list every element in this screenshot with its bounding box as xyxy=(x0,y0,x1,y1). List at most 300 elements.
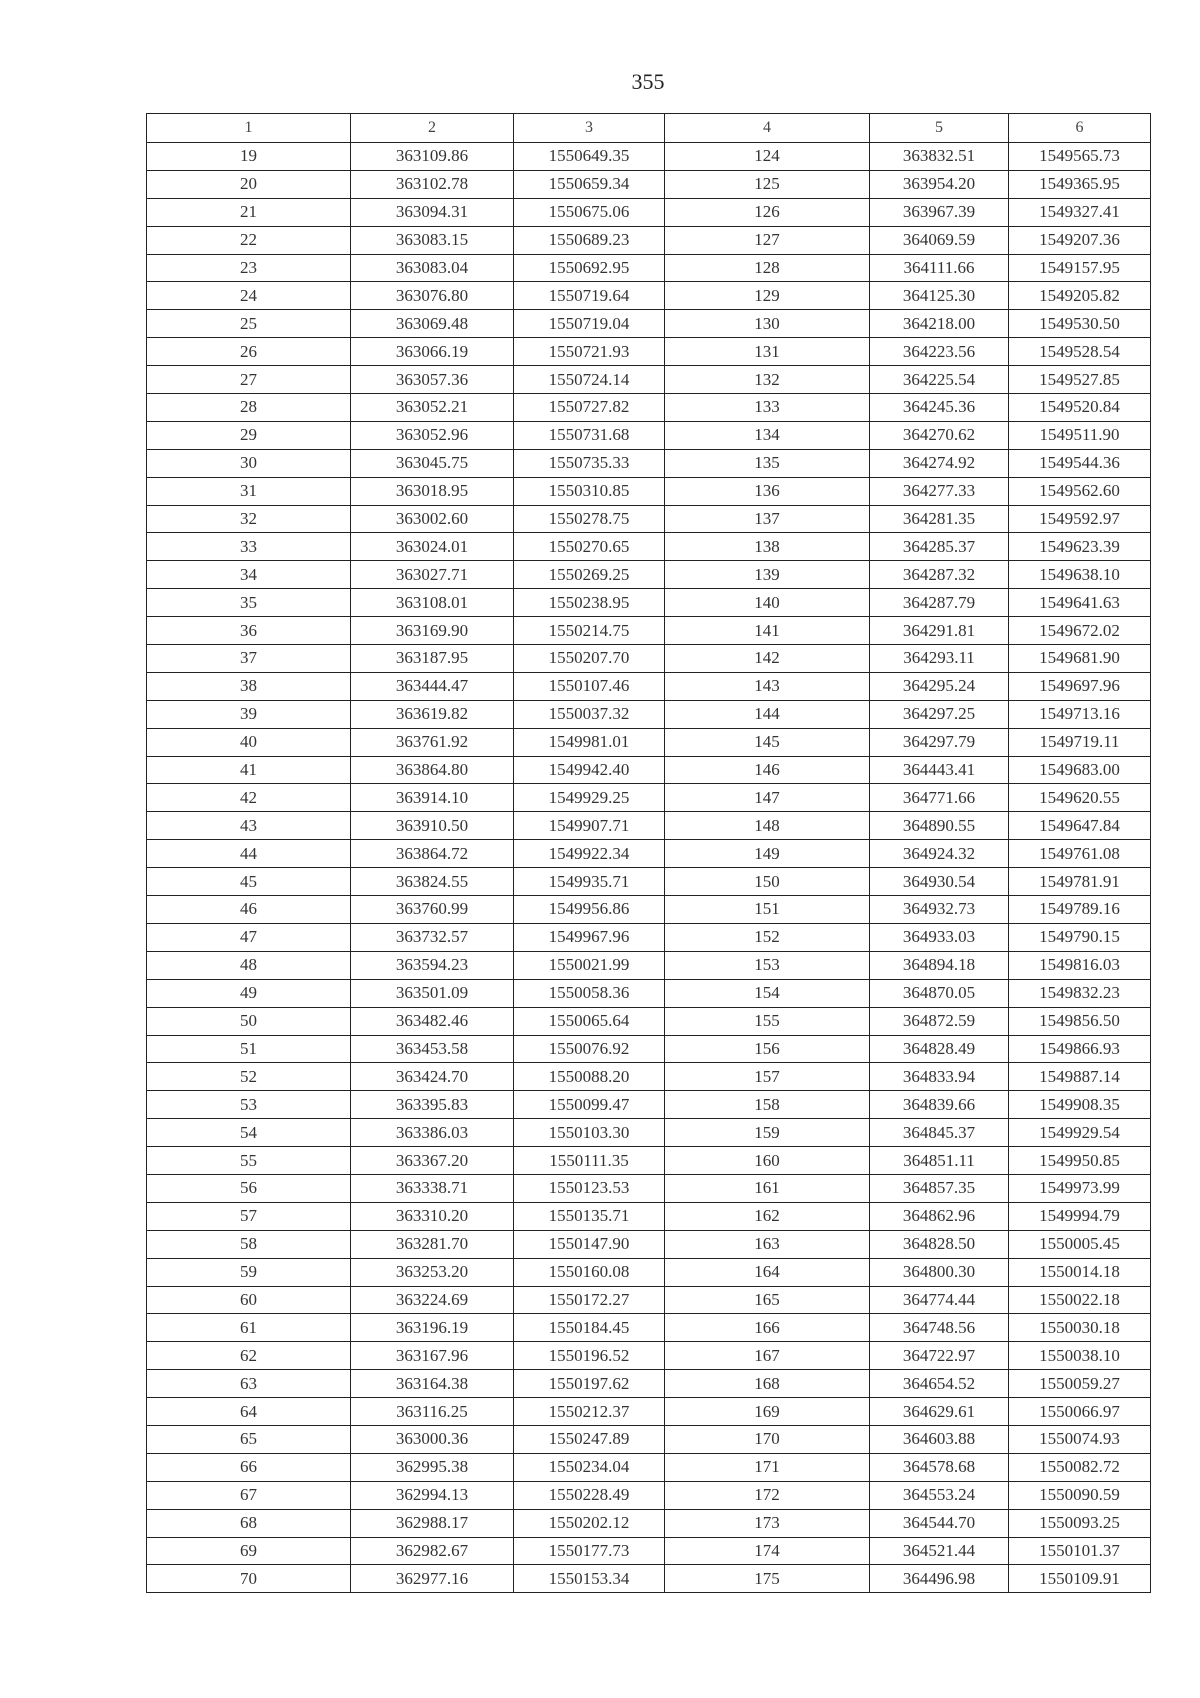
y-coordinate-cell: 1550160.08 xyxy=(514,1258,665,1286)
point-number-cell: 136 xyxy=(665,477,870,505)
point-number-cell: 32 xyxy=(147,505,351,533)
x-coordinate-cell: 363169.90 xyxy=(351,617,514,645)
point-number-cell: 167 xyxy=(665,1342,870,1370)
table-header xyxy=(147,114,1151,143)
x-coordinate-cell: 364293.11 xyxy=(870,645,1009,673)
point-number-cell: 24 xyxy=(147,282,351,310)
x-coordinate-cell: 363310.20 xyxy=(351,1202,514,1230)
column-header-4: 4 xyxy=(665,114,870,143)
x-coordinate-cell: 364270.62 xyxy=(870,421,1009,449)
table-row xyxy=(147,226,1151,254)
point-number-cell: 45 xyxy=(147,868,351,896)
y-coordinate-cell: 1550014.18 xyxy=(1009,1258,1151,1286)
table-row xyxy=(147,282,1151,310)
point-number-cell: 174 xyxy=(665,1537,870,1565)
y-coordinate-cell: 1549638.10 xyxy=(1009,561,1151,589)
table-row xyxy=(147,1091,1151,1119)
point-number-cell: 22 xyxy=(147,226,351,254)
x-coordinate-cell: 362977.16 xyxy=(351,1565,514,1593)
y-coordinate-cell: 1549528.54 xyxy=(1009,338,1151,366)
point-number-cell: 59 xyxy=(147,1258,351,1286)
y-coordinate-cell: 1550021.99 xyxy=(514,951,665,979)
table-row xyxy=(147,1035,1151,1063)
point-number-cell: 47 xyxy=(147,923,351,951)
table-row xyxy=(147,338,1151,366)
point-number-cell: 35 xyxy=(147,589,351,617)
x-coordinate-cell: 363594.23 xyxy=(351,951,514,979)
point-number-cell: 168 xyxy=(665,1370,870,1398)
point-number-cell: 48 xyxy=(147,951,351,979)
table-row xyxy=(147,589,1151,617)
column-header-2: 2 xyxy=(351,114,514,143)
point-number-cell: 50 xyxy=(147,1007,351,1035)
table-row xyxy=(147,784,1151,812)
x-coordinate-cell: 364297.79 xyxy=(870,728,1009,756)
y-coordinate-cell: 1549761.08 xyxy=(1009,840,1151,868)
table-row xyxy=(147,617,1151,645)
x-coordinate-cell: 363732.57 xyxy=(351,923,514,951)
x-coordinate-cell: 363832.51 xyxy=(870,143,1009,171)
x-coordinate-cell: 363108.01 xyxy=(351,589,514,617)
y-coordinate-cell: 1550719.64 xyxy=(514,282,665,310)
x-coordinate-cell: 364287.79 xyxy=(870,589,1009,617)
table-row xyxy=(147,1453,1151,1481)
point-number-cell: 138 xyxy=(665,533,870,561)
x-coordinate-cell: 364297.25 xyxy=(870,700,1009,728)
y-coordinate-cell: 1550109.91 xyxy=(1009,1565,1151,1593)
x-coordinate-cell: 363027.71 xyxy=(351,561,514,589)
x-coordinate-cell: 362994.13 xyxy=(351,1481,514,1509)
y-coordinate-cell: 1550101.37 xyxy=(1009,1537,1151,1565)
x-coordinate-cell: 364603.88 xyxy=(870,1425,1009,1453)
x-coordinate-cell: 364890.55 xyxy=(870,812,1009,840)
x-coordinate-cell: 363002.60 xyxy=(351,505,514,533)
table-row xyxy=(147,505,1151,533)
point-number-cell: 127 xyxy=(665,226,870,254)
x-coordinate-cell: 363281.70 xyxy=(351,1230,514,1258)
y-coordinate-cell: 1550247.89 xyxy=(514,1425,665,1453)
y-coordinate-cell: 1549623.39 xyxy=(1009,533,1151,561)
y-coordinate-cell: 1549681.90 xyxy=(1009,645,1151,673)
point-number-cell: 134 xyxy=(665,421,870,449)
table-row xyxy=(147,394,1151,422)
point-number-cell: 139 xyxy=(665,561,870,589)
y-coordinate-cell: 1549956.86 xyxy=(514,896,665,924)
table-row xyxy=(147,1230,1151,1258)
x-coordinate-cell: 363224.69 xyxy=(351,1286,514,1314)
point-number-cell: 129 xyxy=(665,282,870,310)
x-coordinate-cell: 363864.72 xyxy=(351,840,514,868)
x-coordinate-cell: 363069.48 xyxy=(351,310,514,338)
point-number-cell: 164 xyxy=(665,1258,870,1286)
point-number-cell: 53 xyxy=(147,1091,351,1119)
x-coordinate-cell: 363482.46 xyxy=(351,1007,514,1035)
point-number-cell: 54 xyxy=(147,1119,351,1147)
y-coordinate-cell: 1549157.95 xyxy=(1009,254,1151,282)
point-number-cell: 124 xyxy=(665,143,870,171)
table-row xyxy=(147,868,1151,896)
point-number-cell: 154 xyxy=(665,979,870,1007)
x-coordinate-cell: 364924.32 xyxy=(870,840,1009,868)
table-row xyxy=(147,366,1151,394)
y-coordinate-cell: 1550212.37 xyxy=(514,1398,665,1426)
point-number-cell: 37 xyxy=(147,645,351,673)
point-number-cell: 128 xyxy=(665,254,870,282)
y-coordinate-cell: 1549713.16 xyxy=(1009,700,1151,728)
x-coordinate-cell: 363052.21 xyxy=(351,394,514,422)
point-number-cell: 25 xyxy=(147,310,351,338)
y-coordinate-cell: 1549697.96 xyxy=(1009,672,1151,700)
point-number-cell: 52 xyxy=(147,1063,351,1091)
x-coordinate-cell: 364521.44 xyxy=(870,1537,1009,1565)
y-coordinate-cell: 1549981.01 xyxy=(514,728,665,756)
point-number-cell: 157 xyxy=(665,1063,870,1091)
point-number-cell: 133 xyxy=(665,394,870,422)
table-row xyxy=(147,756,1151,784)
y-coordinate-cell: 1549929.54 xyxy=(1009,1119,1151,1147)
y-coordinate-cell: 1549672.02 xyxy=(1009,617,1151,645)
y-coordinate-cell: 1550721.93 xyxy=(514,338,665,366)
x-coordinate-cell: 364111.66 xyxy=(870,254,1009,282)
table-row xyxy=(147,1481,1151,1509)
x-coordinate-cell: 363000.36 xyxy=(351,1425,514,1453)
point-number-cell: 69 xyxy=(147,1537,351,1565)
x-coordinate-cell: 363164.38 xyxy=(351,1370,514,1398)
x-coordinate-cell: 363253.20 xyxy=(351,1258,514,1286)
y-coordinate-cell: 1549973.99 xyxy=(1009,1174,1151,1202)
y-coordinate-cell: 1549816.03 xyxy=(1009,951,1151,979)
point-number-cell: 142 xyxy=(665,645,870,673)
point-number-cell: 147 xyxy=(665,784,870,812)
x-coordinate-cell: 364722.97 xyxy=(870,1342,1009,1370)
point-number-cell: 137 xyxy=(665,505,870,533)
point-number-cell: 57 xyxy=(147,1202,351,1230)
x-coordinate-cell: 363424.70 xyxy=(351,1063,514,1091)
point-number-cell: 173 xyxy=(665,1509,870,1537)
point-number-cell: 41 xyxy=(147,756,351,784)
point-number-cell: 172 xyxy=(665,1481,870,1509)
point-number-cell: 126 xyxy=(665,198,870,226)
point-number-cell: 153 xyxy=(665,951,870,979)
y-coordinate-cell: 1550270.65 xyxy=(514,533,665,561)
y-coordinate-cell: 1549789.16 xyxy=(1009,896,1151,924)
point-number-cell: 150 xyxy=(665,868,870,896)
x-coordinate-cell: 362982.67 xyxy=(351,1537,514,1565)
point-number-cell: 36 xyxy=(147,617,351,645)
point-number-cell: 43 xyxy=(147,812,351,840)
point-number-cell: 40 xyxy=(147,728,351,756)
y-coordinate-cell: 1550207.70 xyxy=(514,645,665,673)
y-coordinate-cell: 1549565.73 xyxy=(1009,143,1151,171)
point-number-cell: 149 xyxy=(665,840,870,868)
table-row xyxy=(147,700,1151,728)
point-number-cell: 130 xyxy=(665,310,870,338)
table-row xyxy=(147,1370,1151,1398)
y-coordinate-cell: 1550234.04 xyxy=(514,1453,665,1481)
table-row xyxy=(147,421,1151,449)
point-number-cell: 163 xyxy=(665,1230,870,1258)
table-row xyxy=(147,923,1151,951)
x-coordinate-cell: 363083.04 xyxy=(351,254,514,282)
x-coordinate-cell: 363083.15 xyxy=(351,226,514,254)
y-coordinate-cell: 1549950.85 xyxy=(1009,1147,1151,1175)
table-row xyxy=(147,1147,1151,1175)
table-row xyxy=(147,477,1151,505)
y-coordinate-cell: 1550649.35 xyxy=(514,143,665,171)
x-coordinate-cell: 364654.52 xyxy=(870,1370,1009,1398)
point-number-cell: 46 xyxy=(147,896,351,924)
point-number-cell: 44 xyxy=(147,840,351,868)
table-row xyxy=(147,979,1151,1007)
point-number-cell: 51 xyxy=(147,1035,351,1063)
point-number-cell: 175 xyxy=(665,1565,870,1593)
x-coordinate-cell: 364894.18 xyxy=(870,951,1009,979)
x-coordinate-cell: 363444.47 xyxy=(351,672,514,700)
y-coordinate-cell: 1549530.50 xyxy=(1009,310,1151,338)
y-coordinate-cell: 1550103.30 xyxy=(514,1119,665,1147)
column-header-3: 3 xyxy=(514,114,665,143)
y-coordinate-cell: 1550310.85 xyxy=(514,477,665,505)
x-coordinate-cell: 363914.10 xyxy=(351,784,514,812)
point-number-cell: 42 xyxy=(147,784,351,812)
x-coordinate-cell: 364872.59 xyxy=(870,1007,1009,1035)
x-coordinate-cell: 364930.54 xyxy=(870,868,1009,896)
y-coordinate-cell: 1549544.36 xyxy=(1009,449,1151,477)
column-header-5: 5 xyxy=(870,114,1009,143)
y-coordinate-cell: 1550727.82 xyxy=(514,394,665,422)
x-coordinate-cell: 364274.92 xyxy=(870,449,1009,477)
point-number-cell: 66 xyxy=(147,1453,351,1481)
x-coordinate-cell: 364223.56 xyxy=(870,338,1009,366)
table-row xyxy=(147,143,1151,171)
x-coordinate-cell: 363824.55 xyxy=(351,868,514,896)
x-coordinate-cell: 363864.80 xyxy=(351,756,514,784)
y-coordinate-cell: 1549994.79 xyxy=(1009,1202,1151,1230)
coordinates-table xyxy=(146,113,1151,1593)
table-row xyxy=(147,1174,1151,1202)
table-row xyxy=(147,728,1151,756)
y-coordinate-cell: 1549935.71 xyxy=(514,868,665,896)
point-number-cell: 155 xyxy=(665,1007,870,1035)
point-number-cell: 125 xyxy=(665,170,870,198)
point-number-cell: 19 xyxy=(147,143,351,171)
point-number-cell: 23 xyxy=(147,254,351,282)
table-row xyxy=(147,1202,1151,1230)
table-row xyxy=(147,672,1151,700)
point-number-cell: 145 xyxy=(665,728,870,756)
y-coordinate-cell: 1549683.00 xyxy=(1009,756,1151,784)
table-row xyxy=(147,645,1151,673)
y-coordinate-cell: 1549832.23 xyxy=(1009,979,1151,1007)
table-row xyxy=(147,1314,1151,1342)
y-coordinate-cell: 1550107.46 xyxy=(514,672,665,700)
y-coordinate-cell: 1550177.73 xyxy=(514,1537,665,1565)
y-coordinate-cell: 1550088.20 xyxy=(514,1063,665,1091)
x-coordinate-cell: 364285.37 xyxy=(870,533,1009,561)
x-coordinate-cell: 364870.05 xyxy=(870,979,1009,1007)
table-row xyxy=(147,533,1151,561)
y-coordinate-cell: 1549719.11 xyxy=(1009,728,1151,756)
x-coordinate-cell: 364277.33 xyxy=(870,477,1009,505)
x-coordinate-cell: 363760.99 xyxy=(351,896,514,924)
y-coordinate-cell: 1550278.75 xyxy=(514,505,665,533)
x-coordinate-cell: 364218.00 xyxy=(870,310,1009,338)
x-coordinate-cell: 364828.50 xyxy=(870,1230,1009,1258)
y-coordinate-cell: 1550196.52 xyxy=(514,1342,665,1370)
y-coordinate-cell: 1550735.33 xyxy=(514,449,665,477)
point-number-cell: 20 xyxy=(147,170,351,198)
table-row xyxy=(147,1063,1151,1091)
x-coordinate-cell: 364851.11 xyxy=(870,1147,1009,1175)
x-coordinate-cell: 363045.75 xyxy=(351,449,514,477)
x-coordinate-cell: 364281.35 xyxy=(870,505,1009,533)
point-number-cell: 132 xyxy=(665,366,870,394)
table-row xyxy=(147,1342,1151,1370)
x-coordinate-cell: 364800.30 xyxy=(870,1258,1009,1286)
point-number-cell: 135 xyxy=(665,449,870,477)
x-coordinate-cell: 363386.03 xyxy=(351,1119,514,1147)
point-number-cell: 55 xyxy=(147,1147,351,1175)
x-coordinate-cell: 363094.31 xyxy=(351,198,514,226)
y-coordinate-cell: 1549520.84 xyxy=(1009,394,1151,422)
x-coordinate-cell: 364629.61 xyxy=(870,1398,1009,1426)
x-coordinate-cell: 364932.73 xyxy=(870,896,1009,924)
point-number-cell: 61 xyxy=(147,1314,351,1342)
y-coordinate-cell: 1549922.34 xyxy=(514,840,665,868)
table-row xyxy=(147,840,1151,868)
table-row xyxy=(147,310,1151,338)
table-row xyxy=(147,561,1151,589)
point-number-cell: 65 xyxy=(147,1425,351,1453)
x-coordinate-cell: 362988.17 xyxy=(351,1509,514,1537)
y-coordinate-cell: 1549647.84 xyxy=(1009,812,1151,840)
y-coordinate-cell: 1550090.59 xyxy=(1009,1481,1151,1509)
y-coordinate-cell: 1550076.92 xyxy=(514,1035,665,1063)
y-coordinate-cell: 1549527.85 xyxy=(1009,366,1151,394)
point-number-cell: 166 xyxy=(665,1314,870,1342)
y-coordinate-cell: 1549942.40 xyxy=(514,756,665,784)
point-number-cell: 29 xyxy=(147,421,351,449)
y-coordinate-cell: 1550093.25 xyxy=(1009,1509,1151,1537)
point-number-cell: 33 xyxy=(147,533,351,561)
x-coordinate-cell: 363501.09 xyxy=(351,979,514,1007)
point-number-cell: 67 xyxy=(147,1481,351,1509)
point-number-cell: 152 xyxy=(665,923,870,951)
x-coordinate-cell: 363024.01 xyxy=(351,533,514,561)
point-number-cell: 140 xyxy=(665,589,870,617)
y-coordinate-cell: 1549908.35 xyxy=(1009,1091,1151,1119)
point-number-cell: 68 xyxy=(147,1509,351,1537)
x-coordinate-cell: 364774.44 xyxy=(870,1286,1009,1314)
table-row xyxy=(147,1537,1151,1565)
x-coordinate-cell: 364839.66 xyxy=(870,1091,1009,1119)
x-coordinate-cell: 364845.37 xyxy=(870,1119,1009,1147)
table-row xyxy=(147,1258,1151,1286)
x-coordinate-cell: 363338.71 xyxy=(351,1174,514,1202)
y-coordinate-cell: 1550719.04 xyxy=(514,310,665,338)
y-coordinate-cell: 1549781.91 xyxy=(1009,868,1151,896)
column-header-1: 1 xyxy=(147,114,351,143)
y-coordinate-cell: 1549929.25 xyxy=(514,784,665,812)
y-coordinate-cell: 1550197.62 xyxy=(514,1370,665,1398)
point-number-cell: 27 xyxy=(147,366,351,394)
x-coordinate-cell: 364862.96 xyxy=(870,1202,1009,1230)
point-number-cell: 63 xyxy=(147,1370,351,1398)
x-coordinate-cell: 364125.30 xyxy=(870,282,1009,310)
y-coordinate-cell: 1550005.45 xyxy=(1009,1230,1151,1258)
y-coordinate-cell: 1549511.90 xyxy=(1009,421,1151,449)
y-coordinate-cell: 1550099.47 xyxy=(514,1091,665,1119)
y-coordinate-cell: 1550147.90 xyxy=(514,1230,665,1258)
x-coordinate-cell: 363954.20 xyxy=(870,170,1009,198)
table-row xyxy=(147,254,1151,282)
x-coordinate-cell: 363052.96 xyxy=(351,421,514,449)
y-coordinate-cell: 1549887.14 xyxy=(1009,1063,1151,1091)
y-coordinate-cell: 1550269.25 xyxy=(514,561,665,589)
point-number-cell: 38 xyxy=(147,672,351,700)
point-number-cell: 171 xyxy=(665,1453,870,1481)
x-coordinate-cell: 364748.56 xyxy=(870,1314,1009,1342)
page-number: 355 xyxy=(631,69,665,94)
y-coordinate-cell: 1549856.50 xyxy=(1009,1007,1151,1035)
y-coordinate-cell: 1549907.71 xyxy=(514,812,665,840)
table-row xyxy=(147,198,1151,226)
y-coordinate-cell: 1550659.34 xyxy=(514,170,665,198)
y-coordinate-cell: 1549365.95 xyxy=(1009,170,1151,198)
point-number-cell: 161 xyxy=(665,1174,870,1202)
point-number-cell: 165 xyxy=(665,1286,870,1314)
x-coordinate-cell: 364833.94 xyxy=(870,1063,1009,1091)
y-coordinate-cell: 1549790.15 xyxy=(1009,923,1151,951)
x-coordinate-cell: 363196.19 xyxy=(351,1314,514,1342)
point-number-cell: 70 xyxy=(147,1565,351,1593)
y-coordinate-cell: 1550228.49 xyxy=(514,1481,665,1509)
y-coordinate-cell: 1549205.82 xyxy=(1009,282,1151,310)
column-header-6: 6 xyxy=(1009,114,1151,143)
x-coordinate-cell: 363619.82 xyxy=(351,700,514,728)
table-row xyxy=(147,449,1151,477)
y-coordinate-cell: 1550059.27 xyxy=(1009,1370,1151,1398)
table-row xyxy=(147,1398,1151,1426)
y-coordinate-cell: 1550675.06 xyxy=(514,198,665,226)
point-number-cell: 31 xyxy=(147,477,351,505)
x-coordinate-cell: 362995.38 xyxy=(351,1453,514,1481)
y-coordinate-cell: 1550184.45 xyxy=(514,1314,665,1342)
point-number-cell: 64 xyxy=(147,1398,351,1426)
table-body xyxy=(147,143,1151,1593)
point-number-cell: 30 xyxy=(147,449,351,477)
point-number-cell: 21 xyxy=(147,198,351,226)
x-coordinate-cell: 364295.24 xyxy=(870,672,1009,700)
y-coordinate-cell: 1549620.55 xyxy=(1009,784,1151,812)
point-number-cell: 141 xyxy=(665,617,870,645)
table-row xyxy=(147,1425,1151,1453)
x-coordinate-cell: 363967.39 xyxy=(870,198,1009,226)
y-coordinate-cell: 1550731.68 xyxy=(514,421,665,449)
x-coordinate-cell: 363116.25 xyxy=(351,1398,514,1426)
y-coordinate-cell: 1550123.53 xyxy=(514,1174,665,1202)
point-number-cell: 62 xyxy=(147,1342,351,1370)
x-coordinate-cell: 364828.49 xyxy=(870,1035,1009,1063)
x-coordinate-cell: 363453.58 xyxy=(351,1035,514,1063)
x-coordinate-cell: 363018.95 xyxy=(351,477,514,505)
x-coordinate-cell: 364069.59 xyxy=(870,226,1009,254)
x-coordinate-cell: 363761.92 xyxy=(351,728,514,756)
point-number-cell: 162 xyxy=(665,1202,870,1230)
x-coordinate-cell: 364553.24 xyxy=(870,1481,1009,1509)
point-number-cell: 28 xyxy=(147,394,351,422)
point-number-cell: 49 xyxy=(147,979,351,1007)
